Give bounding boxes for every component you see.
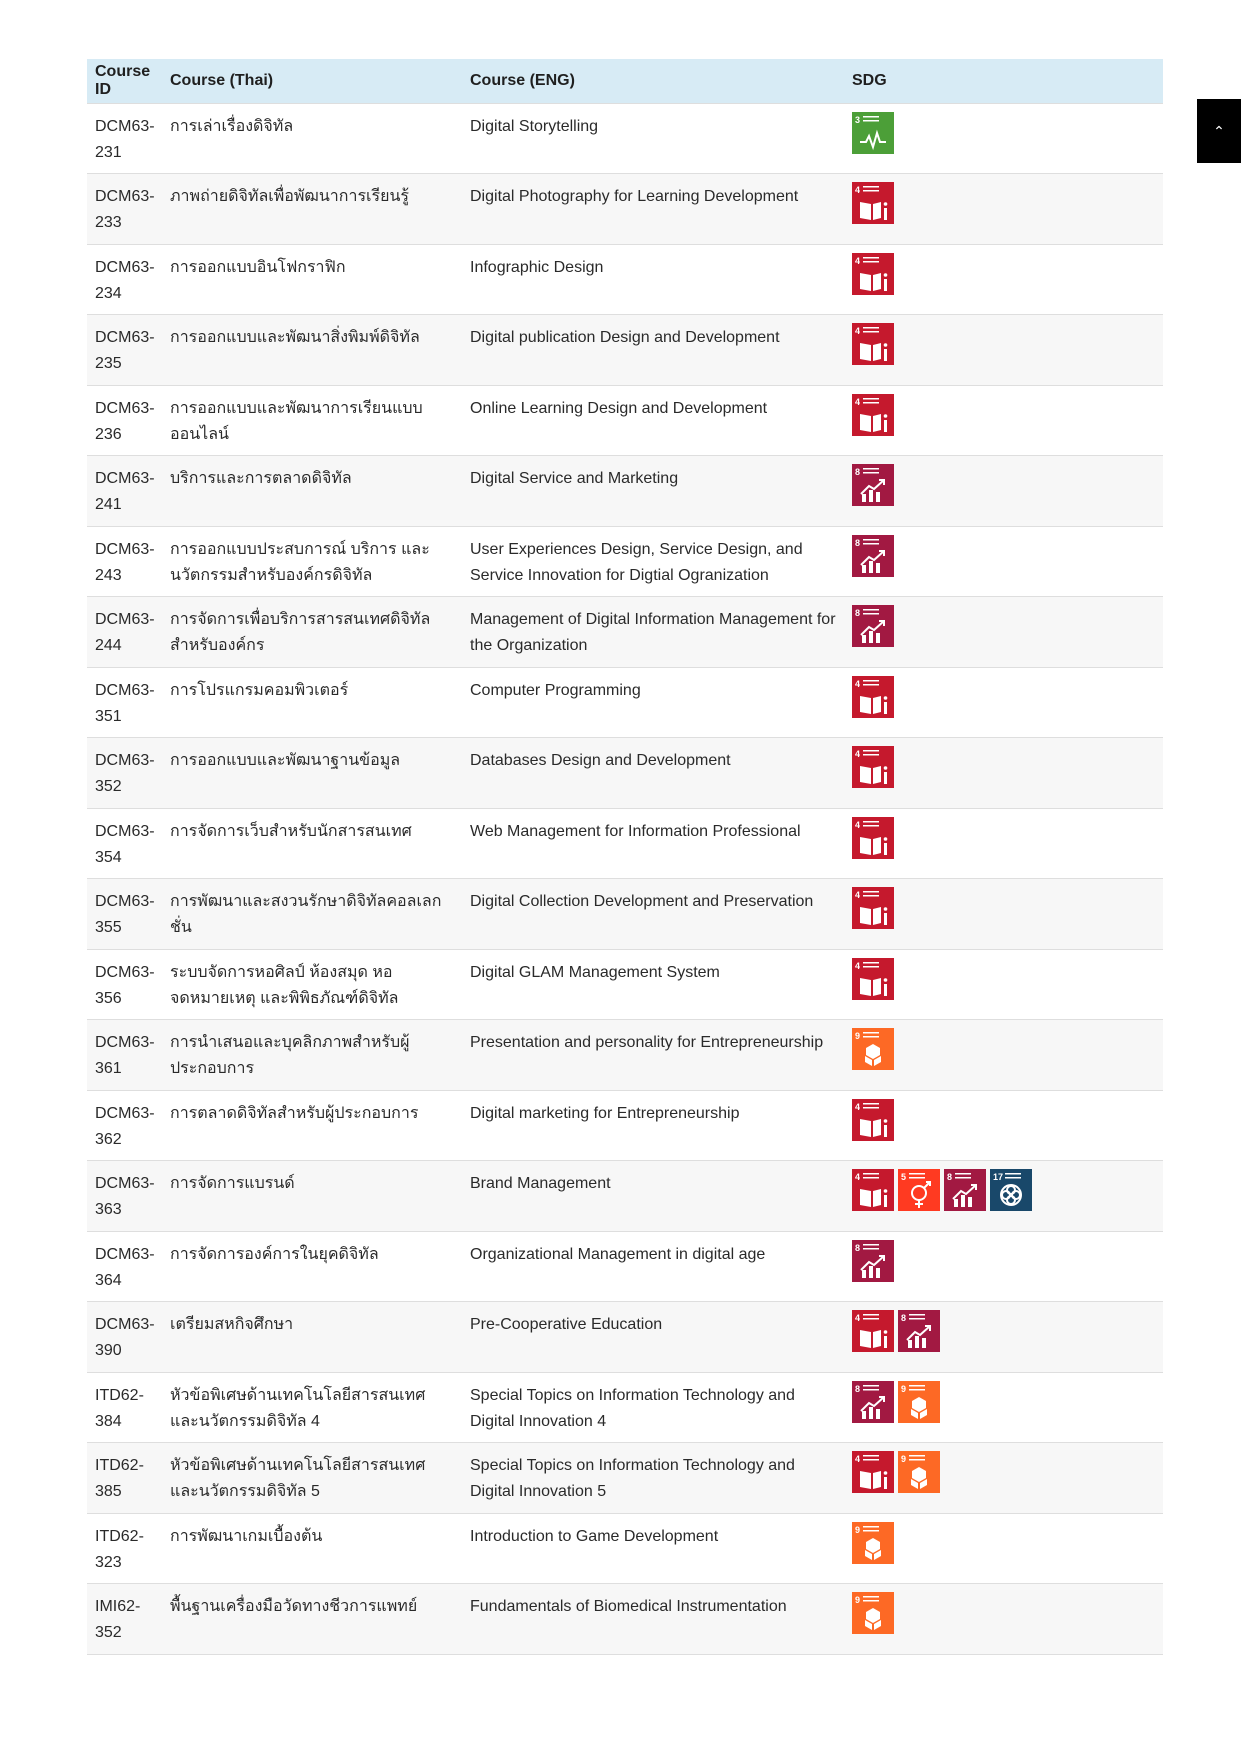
svg-text:9: 9 [855,1595,861,1605]
course-eng-cell: Infographic Design [470,258,604,276]
course-eng-cell: Introduction to Game Development [470,1527,719,1545]
sdg-8-growth-chart-icon [852,535,894,577]
sdg-4-book-icon [852,676,894,718]
sdg-4-book-icon [852,1099,894,1141]
sdg-cell [844,1161,1163,1232]
course-id-cell: DCM63-235 [95,329,155,372]
table-row [87,597,1163,668]
table-row [87,1020,1163,1091]
course-eng-cell: Computer Programming [470,681,641,699]
course-eng-cell: Organizational Management in digital age [470,1245,766,1263]
course-id-cell: DCM63-363 [95,1175,155,1218]
course-id-cell: DCM63-351 [95,681,155,725]
sdg-cell [844,1584,1163,1655]
svg-text:4: 4 [855,749,861,759]
table-row [87,244,1163,315]
table-row [87,315,1163,386]
table-row [87,1302,1163,1373]
course-thai-cell: ระบบจัดการหอศิลป์ ห้องสมุด หอจดหมายเหตุ และพิพิธภัณฑ์ดิจิทัล [170,963,399,1007]
sdg-4-book-icon [852,1310,894,1352]
sdg-cell [844,738,1163,809]
sdg-4-book-icon [852,1451,894,1493]
course-thai-cell: การตลาดดิจิทัลสำหรับผู้ประกอบการ [170,1104,419,1122]
course-thai-cell: เตรียมสหกิจศึกษา [170,1316,294,1333]
course-thai-cell: การออกแบบและพัฒนาการเรียนแบบออนไลน์ [170,399,423,443]
sdg-cell [844,949,1163,1020]
course-eng-cell: Special Topics on Information Technology and Digital Innovation 4 [470,1386,795,1430]
course-thai-cell: บริการและการตลาดดิจิทัล [170,470,352,487]
sdg-cell [844,808,1163,879]
sdg-icon-list [852,1522,1155,1564]
svg-text:4: 4 [855,1454,861,1464]
sdg-cell [844,1020,1163,1091]
sdg-icon-list [852,464,1155,506]
sdg-icon-list [852,1028,1155,1070]
sdg-cell [844,526,1163,597]
sdg-4-book-icon [852,887,894,929]
svg-text:4: 4 [855,1101,861,1112]
sdg-cell [844,456,1163,527]
svg-text:4: 4 [855,819,861,830]
sdg-icon-list [852,1592,1155,1634]
sdg-8-growth-chart-icon [944,1169,986,1211]
svg-text:4: 4 [855,960,861,971]
svg-text:4: 4 [855,890,861,900]
sdg-icon-list [852,323,1155,365]
sdg-cell [844,879,1163,950]
course-id-cell: DCM63-352 [95,752,155,795]
svg-text:8: 8 [855,1383,861,1394]
header-course-id: Course ID [95,62,151,98]
course-eng-cell: Fundamentals of Biomedical Instrumentation [470,1598,787,1615]
table-row [87,1584,1163,1655]
table-row [87,385,1163,456]
course-eng-cell: Pre-Cooperative Education [470,1316,663,1333]
course-eng-cell: Digital GLAM Management System [470,963,720,981]
sdg-icon-list [852,1099,1155,1141]
sdg-icon-list [852,1240,1155,1282]
course-eng-cell: Special Topics on Information Technology and Digital Innovation 5 [470,1457,795,1500]
course-thai-cell: การออกแบบและพัฒนาฐานข้อมูล [170,752,401,769]
svg-text:8: 8 [855,537,861,548]
course-thai-cell: การจัดการองค์การในยุคดิจิทัล [170,1245,379,1263]
table-row [87,1231,1163,1302]
course-id-cell: DCM63-354 [95,822,155,866]
sdg-icon-list [852,394,1155,436]
course-thai-cell: การพัฒนาเกมเบื้องต้น [170,1527,323,1545]
course-thai-cell: ภาพถ่ายดิจิทัลเพื่อพัฒนาการเรียนรู้ [170,188,410,205]
course-eng-cell: Web Management for Information Professional [470,822,801,840]
course-eng-cell: Digital Service and Marketing [470,470,679,487]
course-thai-cell: การจัดการเพื่อบริการสารสนเทศดิจิทัลสำหรับองค์กร [170,611,431,654]
sdg-5-gender-icon [898,1169,940,1211]
course-sdg-table [87,59,1163,1655]
course-id-cell: DCM63-362 [95,1104,155,1148]
sdg-cell [844,315,1163,386]
sdg-9-cubes-icon [898,1381,940,1423]
course-table-container [87,59,1163,1655]
svg-text:4: 4 [855,326,861,336]
table-row [87,1513,1163,1584]
course-thai-cell: หัวข้อพิเศษด้านเทคโนโลยีสารสนเทศและนวัตกรรมดิจิทัล 4 [170,1386,426,1430]
svg-text:4: 4 [855,1313,861,1323]
sdg-cell [844,1231,1163,1302]
scroll-to-top-button[interactable] [1197,99,1241,163]
sdg-icon-list [852,746,1155,788]
sdg-8-growth-chart-icon [898,1310,940,1352]
svg-text:3: 3 [855,114,861,125]
course-eng-cell: Presentation and personality for Entrepreneurship [470,1034,824,1051]
course-thai-cell: การออกแบบอินโฟกราฟิก [170,258,346,276]
sdg-8-growth-chart-icon [852,464,894,506]
course-eng-cell: Brand Management [470,1175,611,1192]
table-row [87,526,1163,597]
table-header-row [87,59,1163,103]
course-id-cell: DCM63-243 [95,540,155,584]
sdg-icon-list [852,1381,1155,1423]
table-row [87,103,1163,174]
course-eng-cell: Management of Digital Information Management for the Organization [470,611,836,654]
course-thai-cell: การพัฒนาและสงวนรักษาดิจิทัลคอลเลกชั่น [170,893,442,936]
sdg-icon-list [852,887,1155,929]
sdg-icon-list [852,817,1155,859]
course-eng-cell: Digital Photography for Learning Development [470,188,799,205]
sdg-4-book-icon [852,182,894,224]
sdg-icon-list [852,253,1155,295]
sdg-icon-list [852,182,1155,224]
sdg-9-cubes-icon [852,1592,894,1634]
header-sdg: SDG [852,71,887,89]
sdg-icon-list [852,535,1155,577]
sdg-8-growth-chart-icon [852,1381,894,1423]
sdg-4-book-icon [852,958,894,1000]
sdg-3-heartbeat-icon [852,112,894,154]
sdg-cell [844,174,1163,245]
svg-text:9: 9 [901,1454,907,1464]
svg-text:8: 8 [901,1313,907,1323]
sdg-8-growth-chart-icon [852,605,894,647]
sdg-cell [844,1302,1163,1373]
sdg-4-book-icon [852,817,894,859]
table-row [87,1090,1163,1161]
sdg-cell [844,1372,1163,1443]
course-id-cell: DCM63-390 [95,1316,155,1359]
sdg-4-book-icon [852,253,894,295]
course-id-cell: DCM63-244 [95,611,155,654]
course-eng-cell: Digital Collection Development and Preservation [470,893,814,910]
svg-text:17: 17 [993,1172,1004,1182]
svg-text:5: 5 [901,1172,907,1182]
sdg-icon-list [852,676,1155,718]
sdg-cell [844,244,1163,315]
sdg-icon-list [852,112,1155,154]
sdg-cell [844,385,1163,456]
course-thai-cell: การนำเสนอและบุคลิกภาพสำหรับผู้ประกอบการ [170,1034,410,1077]
course-thai-cell: การโปรแกรมคอมพิวเตอร์ [170,681,349,699]
course-id-cell: DCM63-364 [95,1245,155,1289]
course-id-cell: DCM63-356 [95,963,155,1007]
table-row [87,667,1163,738]
course-thai-cell: หัวข้อพิเศษด้านเทคโนโลยีสารสนเทศและนวัตกรรมดิจิทัล 5 [170,1457,426,1500]
course-thai-cell: การออกแบบประสบการณ์ บริการ และนวัตกรรมสำหรับองค์กรดิจิทัล [170,540,430,584]
sdg-cell [844,1513,1163,1584]
sdg-4-book-icon [852,394,894,436]
table-row [87,949,1163,1020]
course-id-cell: ITD62-323 [95,1527,144,1571]
sdg-cell [844,103,1163,174]
svg-text:4: 4 [855,396,861,407]
sdg-icon-list [852,605,1155,647]
svg-text:4: 4 [855,678,861,689]
sdg-8-growth-chart-icon [852,1240,894,1282]
course-eng-cell: Databases Design and Development [470,752,731,769]
course-eng-cell: User Experiences Design, Service Design, and Service Innovation for Digtial Ogranization [470,540,803,584]
course-eng-cell: Digital marketing for Entrepreneurship [470,1104,740,1122]
course-id-cell: DCM63-233 [95,188,155,231]
table-row [87,1161,1163,1232]
course-thai-cell: การจัดการแบรนด์ [170,1175,295,1192]
chevron-up-icon: ⌃ [1213,122,1225,139]
sdg-9-cubes-icon [898,1451,940,1493]
svg-text:8: 8 [855,1242,861,1253]
sdg-icon-list [852,1451,1155,1493]
table-row [87,456,1163,527]
course-eng-cell: Digital Storytelling [470,117,599,135]
course-thai-cell: การเล่าเรื่องดิจิทัล [170,117,294,135]
course-thai-cell: การจัดการเว็บสำหรับนักสารสนเทศ [170,822,412,840]
sdg-cell [844,1090,1163,1161]
table-row [87,174,1163,245]
sdg-9-cubes-icon [852,1522,894,1564]
course-eng-cell: Online Learning Design and Development [470,399,768,417]
course-id-cell: DCM63-241 [95,470,155,513]
course-id-cell: DCM63-231 [95,117,155,161]
svg-text:9: 9 [901,1383,907,1394]
sdg-4-book-icon [852,1169,894,1211]
svg-text:9: 9 [855,1524,861,1535]
svg-text:4: 4 [855,1172,861,1182]
table-row [87,808,1163,879]
sdg-4-book-icon [852,746,894,788]
table-body [87,103,1163,1654]
sdg-cell [844,1443,1163,1514]
svg-text:8: 8 [855,608,861,618]
sdg-9-cubes-icon [852,1028,894,1070]
course-id-cell: DCM63-234 [95,258,155,302]
sdg-cell [844,597,1163,668]
sdg-icon-list [852,958,1155,1000]
course-thai-cell: พื้นฐานเครื่องมือวัดทางชีวการแพทย์ [170,1598,418,1615]
sdg-4-book-icon [852,323,894,365]
course-id-cell: IMI62-352 [95,1598,141,1641]
svg-text:4: 4 [855,185,861,195]
table-row [87,1443,1163,1514]
table-row [87,738,1163,809]
svg-text:8: 8 [855,467,861,477]
svg-text:9: 9 [855,1031,861,1041]
header-course-thai: Course (Thai) [170,71,274,89]
table-row [87,1372,1163,1443]
table-row [87,879,1163,950]
sdg-17-flower-icon [990,1169,1032,1211]
svg-text:8: 8 [947,1172,953,1182]
svg-text:4: 4 [855,255,861,266]
sdg-icon-list [852,1169,1155,1211]
course-id-cell: DCM63-236 [95,399,155,443]
course-id-cell: DCM63-361 [95,1034,155,1077]
course-eng-cell: Digital publication Design and Development [470,329,780,346]
sdg-cell [844,667,1163,738]
course-thai-cell: การออกแบบและพัฒนาสิ่งพิมพ์ดิจิทัล [170,329,420,346]
course-id-cell: ITD62-384 [95,1386,144,1430]
course-id-cell: DCM63-355 [95,893,155,936]
header-course-eng: Course (ENG) [470,71,575,89]
course-id-cell: ITD62-385 [95,1457,144,1500]
sdg-icon-list [852,1310,1155,1352]
